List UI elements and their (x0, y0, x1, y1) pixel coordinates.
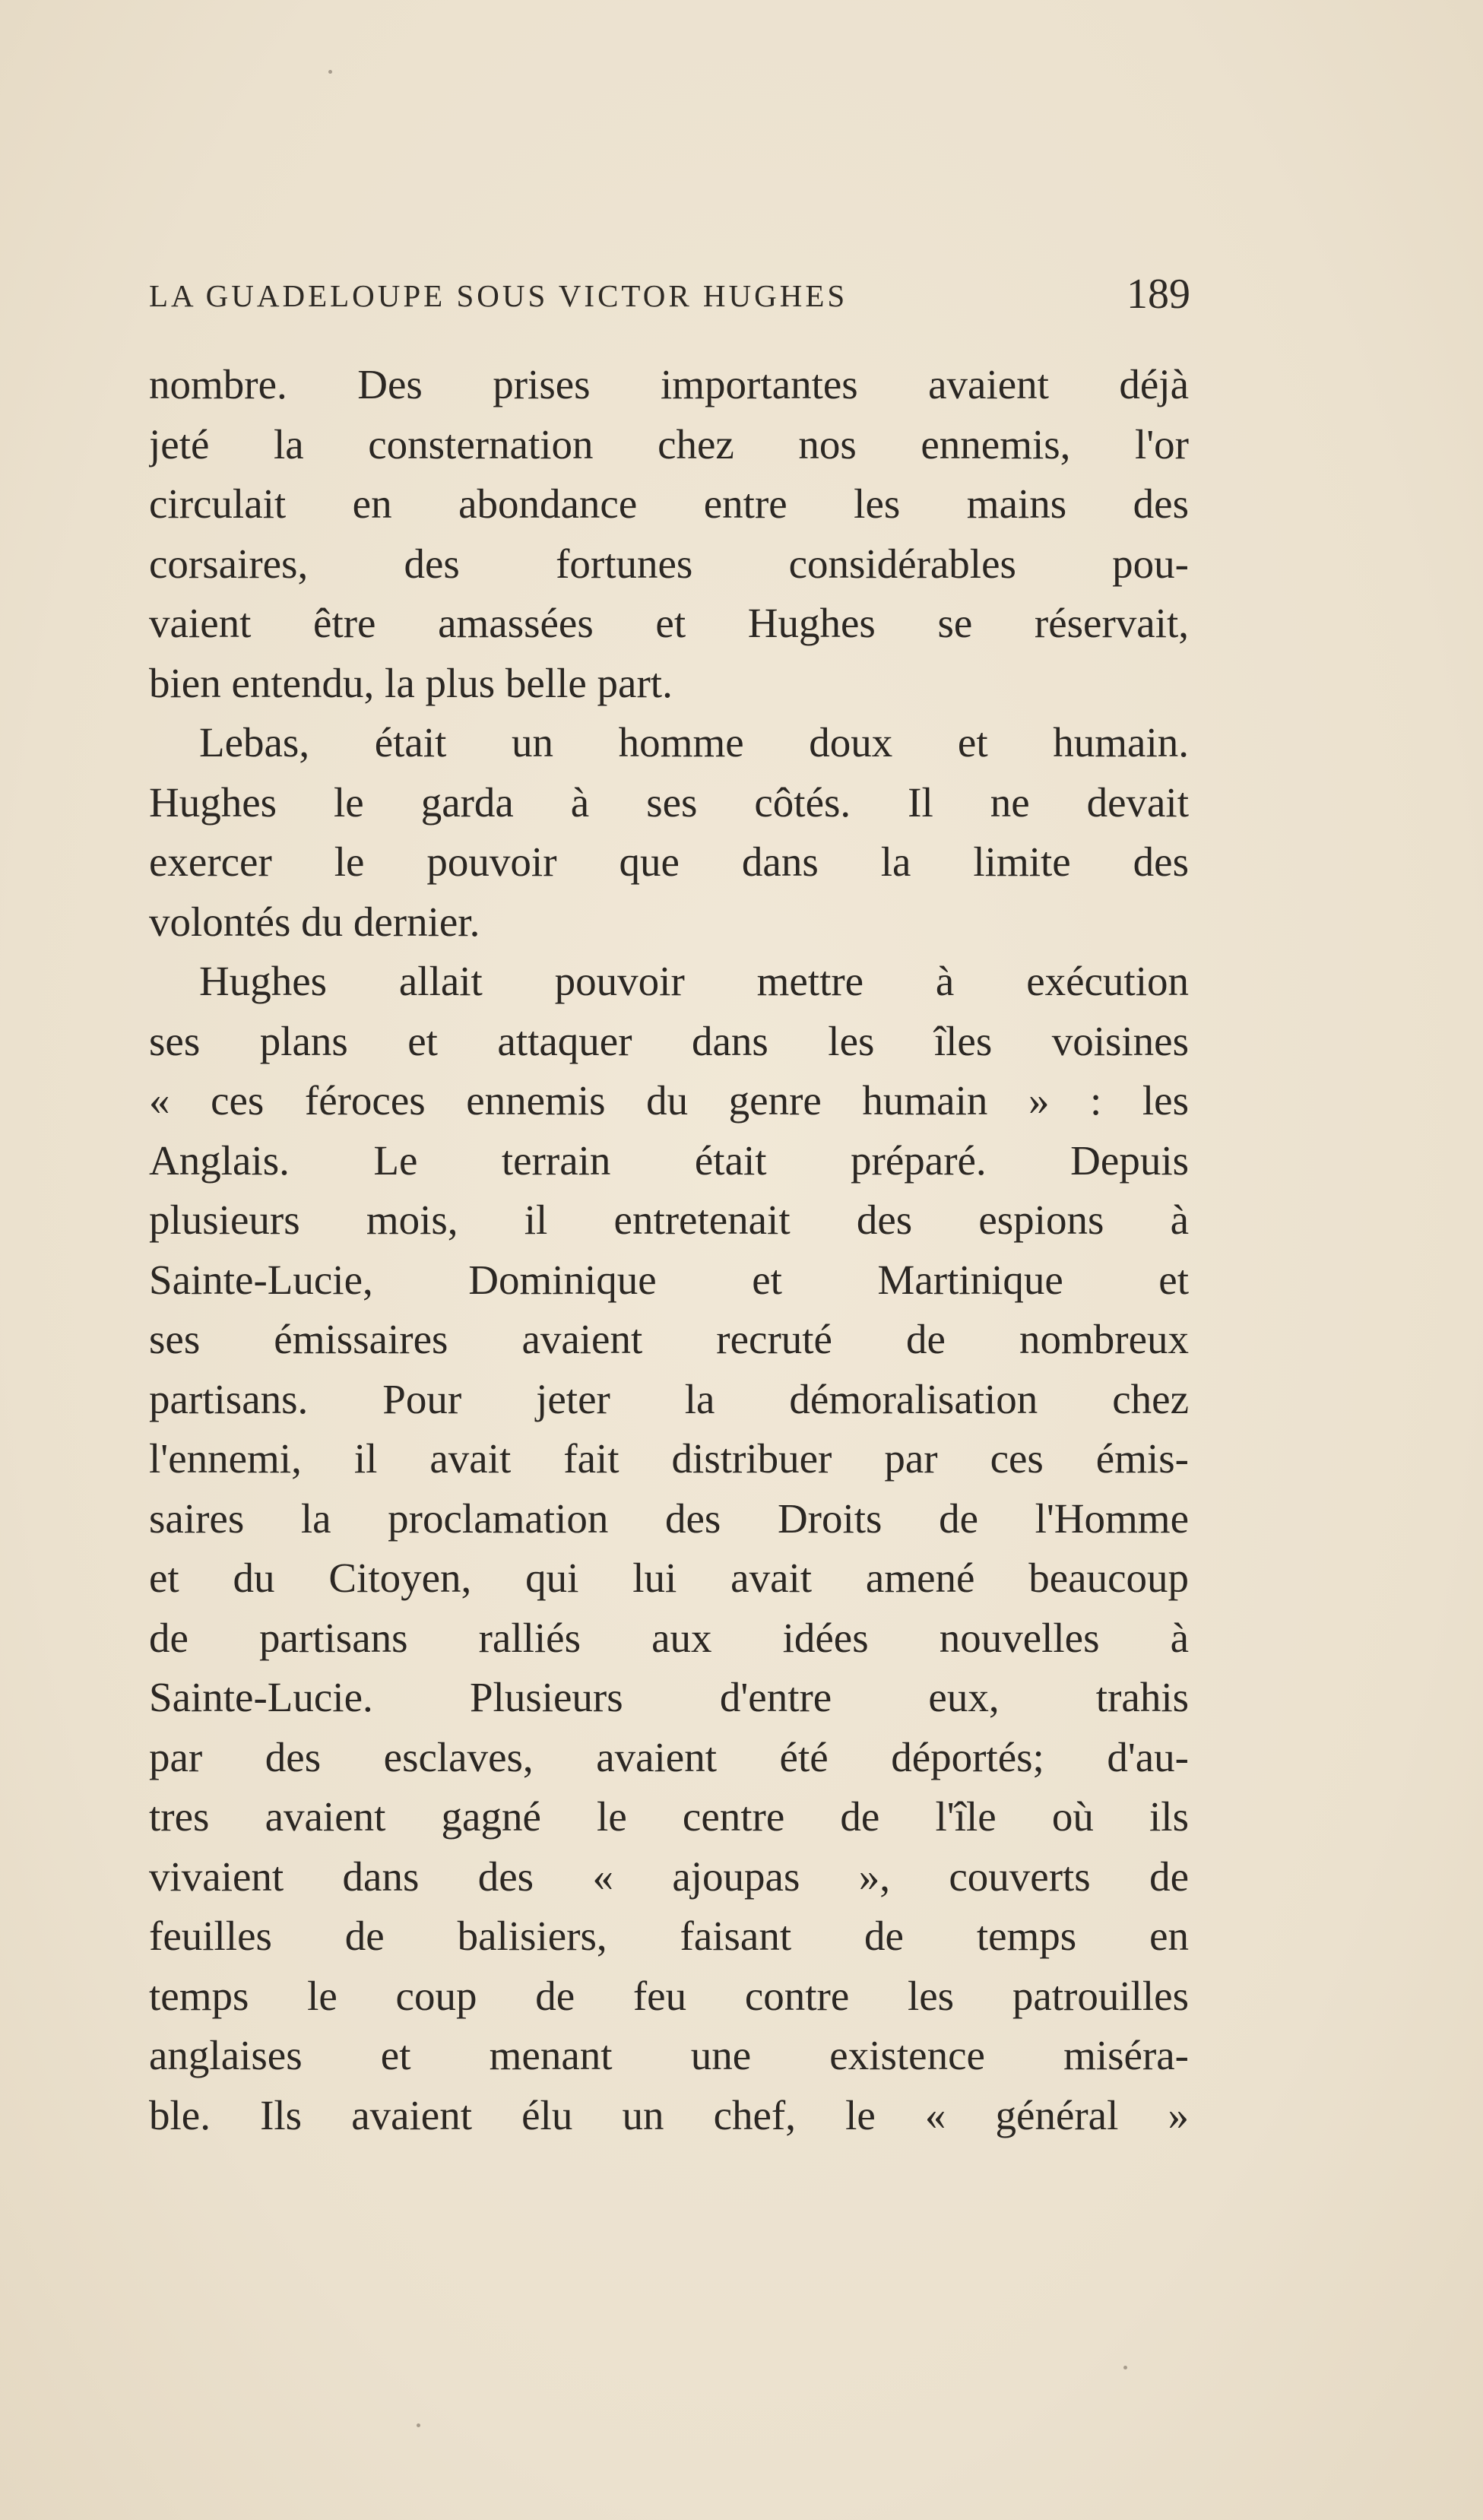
text-line: plusieurs mois, il entretenait des espions à (149, 1197, 1189, 1243)
text-line: volontés du dernier. (149, 898, 480, 945)
text-line: anglaises et menant une existence miséra- (149, 2032, 1189, 2078)
text-line: partisans. Pour jeter la démoralisation chez (149, 1375, 1189, 1422)
paper-speck (1123, 2366, 1127, 2369)
text-line: nombre. Des prises importantes avaient déjà (149, 361, 1189, 407)
text-line: Hughes le garda à ses côtés. Il ne devait (149, 778, 1189, 826)
paper-speck (417, 2423, 420, 2427)
running-head (149, 270, 1190, 323)
text-line: l'ennemi, il avait fait distribuer par ces émis- (149, 1435, 1189, 1482)
text-line: exercer le pouvoir que dans la limite des (149, 838, 1189, 885)
running-title: LA GUADELOUPE SOUS VICTOR HUGHES (149, 278, 848, 313)
text-line: Hughes allait pouvoir mettre à exécution (199, 958, 1189, 1004)
text-line: Sainte-Lucie, Dominique et Martinique et (149, 1256, 1189, 1303)
text-line: feuilles de balisiers, faisant de temps en (149, 1913, 1189, 1959)
text-line: temps le coup de feu contre les patrouilles (149, 1972, 1189, 2019)
text-line: ble. Ils avaient élu un chef, le « général » (149, 2091, 1189, 2138)
text-line: bien entendu, la plus belle part. (149, 659, 673, 706)
text-line: vivaient dans des « ajoupas », couverts de (149, 1853, 1189, 1900)
text-line: tres avaient gagné le centre de l'île où ils (149, 1793, 1189, 1840)
text-line: et du Citoyen, qui lui avait amené beaucoup (149, 1555, 1189, 1601)
text-line: « ces féroces ennemis du genre humain » : les (149, 1077, 1189, 1124)
text-line: circulait en abondance entre les mains des (149, 480, 1189, 527)
text-line: par des esclaves, avaient été déportés; d'au- (149, 1733, 1189, 1780)
text-line: ses plans et attaquer dans les îles voisines (149, 1017, 1189, 1064)
text-line: corsaires, des fortunes considérables pou- (149, 540, 1189, 587)
text-line: jeté la consternation chez nos ennemis, l'or (149, 420, 1189, 468)
text-line: Sainte-Lucie. Plusieurs d'entre eux, trahis (149, 1674, 1189, 1720)
text-line: saires la proclamation des Droits de l'Homme (149, 1495, 1189, 1542)
page-number: 189 (1127, 271, 1190, 318)
paper-speck (328, 70, 332, 74)
text-line: Lebas, était un homme doux et humain. (199, 719, 1189, 766)
body-text (149, 355, 1189, 2145)
text-line: Anglais. Le terrain était préparé. Depuis (149, 1136, 1189, 1184)
text-line: vaient être amassées et Hughes se réservait, (149, 600, 1189, 646)
text-line: de partisans ralliés aux idées nouvelles à (149, 1614, 1189, 1661)
text-line: ses émissaires avaient recruté de nombreux (149, 1316, 1189, 1362)
